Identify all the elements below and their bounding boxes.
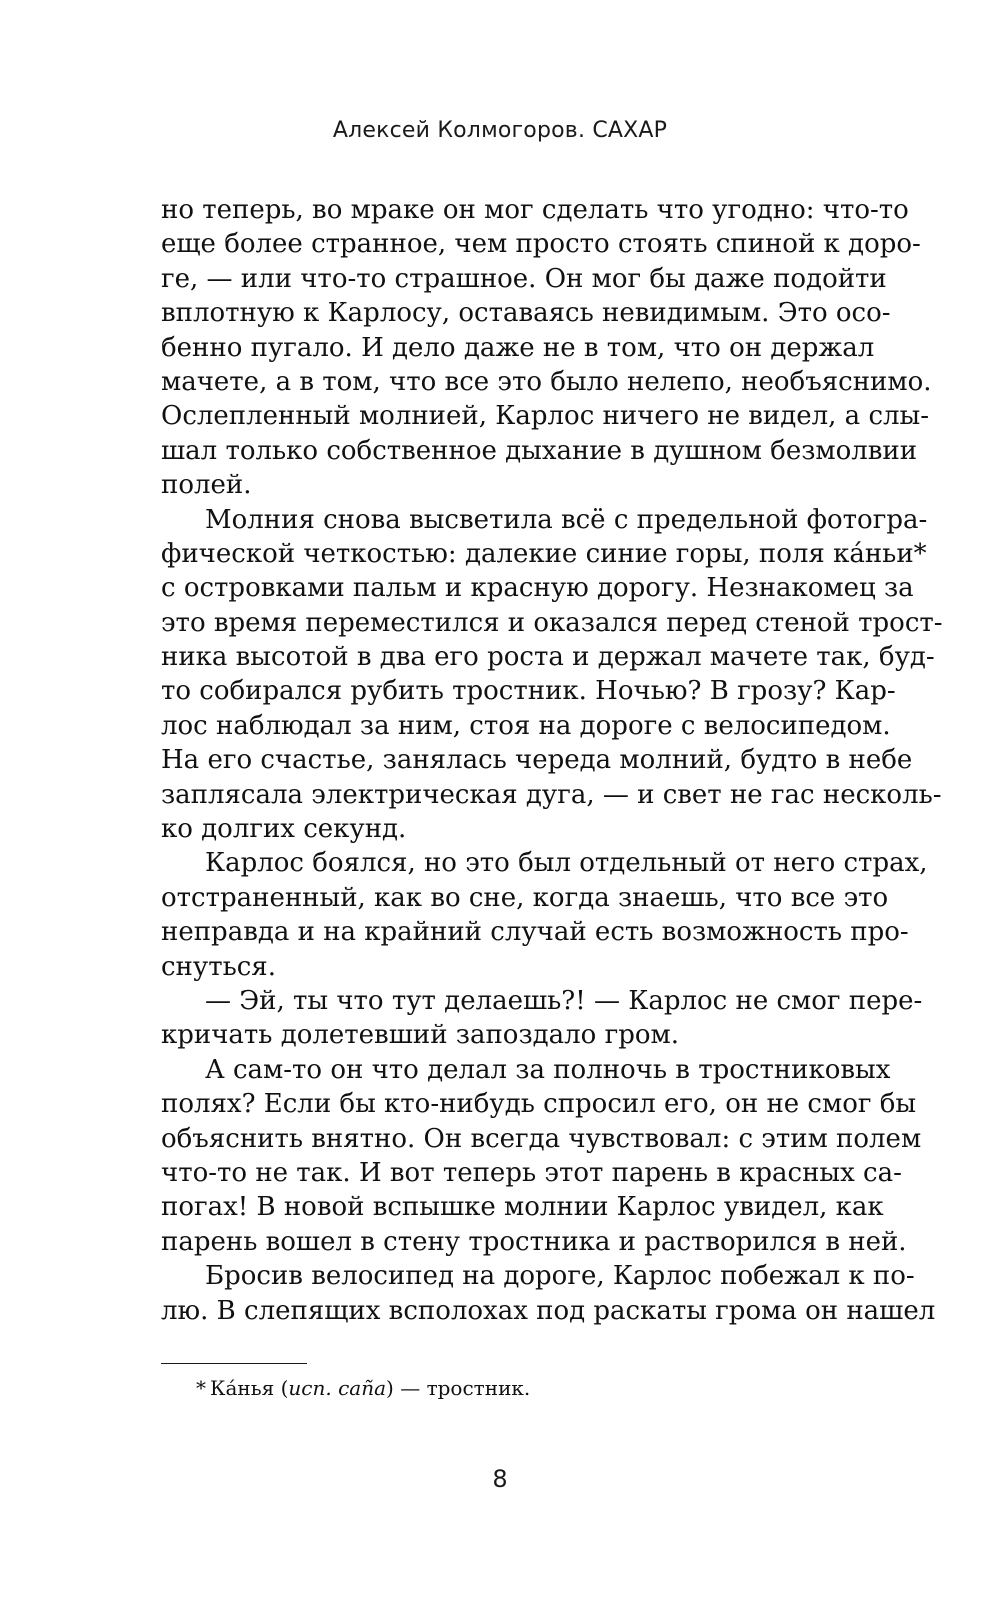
text-line: Карлос боялся, но это был отдельный от него страх, (205, 848, 928, 879)
text-line: объяснить внятно. Он всегда чувствовал: с этим полем (161, 1123, 922, 1154)
text-line: А сам-то он что делал за полночь в тростниковых (205, 1054, 891, 1085)
page-number: 8 (492, 1465, 508, 1493)
text-line: — Эй, ты что тут делаешь?! — Карлос не смог пере- (205, 985, 923, 1016)
text-line: шал только собственное дыхание в душном безмолвии (161, 435, 918, 466)
text-line: ника высотой в два его роста и держал мачете так, буд- (161, 642, 935, 673)
text-line: заплясала электрическая дуга, — и свет не гас несколь- (161, 779, 942, 810)
text-line: полей. (161, 470, 252, 501)
text-line: с островками пальм и красную дорогу. Незнакомец за (161, 573, 914, 604)
text-line: еще более странное, чем просто стоять спиной к доро- (161, 229, 921, 260)
text-line: это время переместился и оказался перед стеной трост- (161, 607, 943, 638)
text-line: ге, — или что-то страшное. Он мог бы даже подойти (161, 263, 887, 294)
footnote-divider (161, 1363, 307, 1364)
footnote-mark: * (196, 1376, 206, 1400)
text-line: отстраненный, как во сне, когда знаешь, что все это (161, 882, 889, 913)
text-line: неправда и на крайний случай есть возможность про- (161, 917, 909, 948)
footnote-open-paren: ( (274, 1376, 289, 1400)
body-text (161, 193, 943, 1328)
text-line: что-то не так. И вот теперь этот парень в красных са- (161, 1157, 902, 1188)
text-line: погах! В новой вспышке молнии Карлос увидел, как (161, 1192, 884, 1223)
text-line: Молния снова высветила всё с предельной фотогра- (205, 504, 928, 535)
text-line: то собирался рубить тростник. Ночью? В грозу? Кар- (161, 676, 896, 707)
text-line: но теперь, во мраке он мог сделать что угодно: что-то (161, 195, 909, 225)
text-line: лос наблюдал за ним, стоя на дороге с велосипедом. (161, 710, 891, 741)
text-line: кричать долетевший запоздало гром. (161, 1020, 679, 1051)
text-line: мачете, а в том, что все это было нелепо, необъяснимо. (161, 366, 932, 397)
text-line: фической четкостью: далекие синие горы, поля ка́ньи* (161, 538, 927, 569)
text-line: вплотную к Карлосу, оставаясь невидимым. Это осо- (161, 298, 891, 329)
footnote-original-word: caña (331, 1376, 387, 1400)
text-line: парень вошел в стену тростника и растворился в ней. (161, 1226, 907, 1257)
text-line: Ослепленный молнией, Карлос ничего не видел, а слы- (161, 401, 930, 432)
running-head: Алексей Колмогоров. САХАР (332, 118, 668, 143)
text-line: лю. В слепящих всполохах под раскаты грома он нашел (161, 1295, 936, 1326)
footnote (196, 1376, 530, 1400)
text-line: ко долгих секунд. (161, 814, 407, 845)
text-line: бенно пугало. И дело даже не в том, что он держал (161, 332, 875, 363)
text-line: полях? Если бы кто-нибудь спросил его, он не смог бы (161, 1089, 917, 1120)
text-line: Бросив велосипед на дороге, Карлос побежал к по- (205, 1261, 915, 1292)
text-line: снуться. (161, 951, 276, 982)
footnote-definition: ) — тростник. (386, 1376, 531, 1400)
footnote-term: Ка́нья (210, 1376, 275, 1400)
text-line: На его счастье, занялась череда молний, будто в небе (161, 745, 913, 776)
footnote-language: исп. (288, 1376, 332, 1400)
